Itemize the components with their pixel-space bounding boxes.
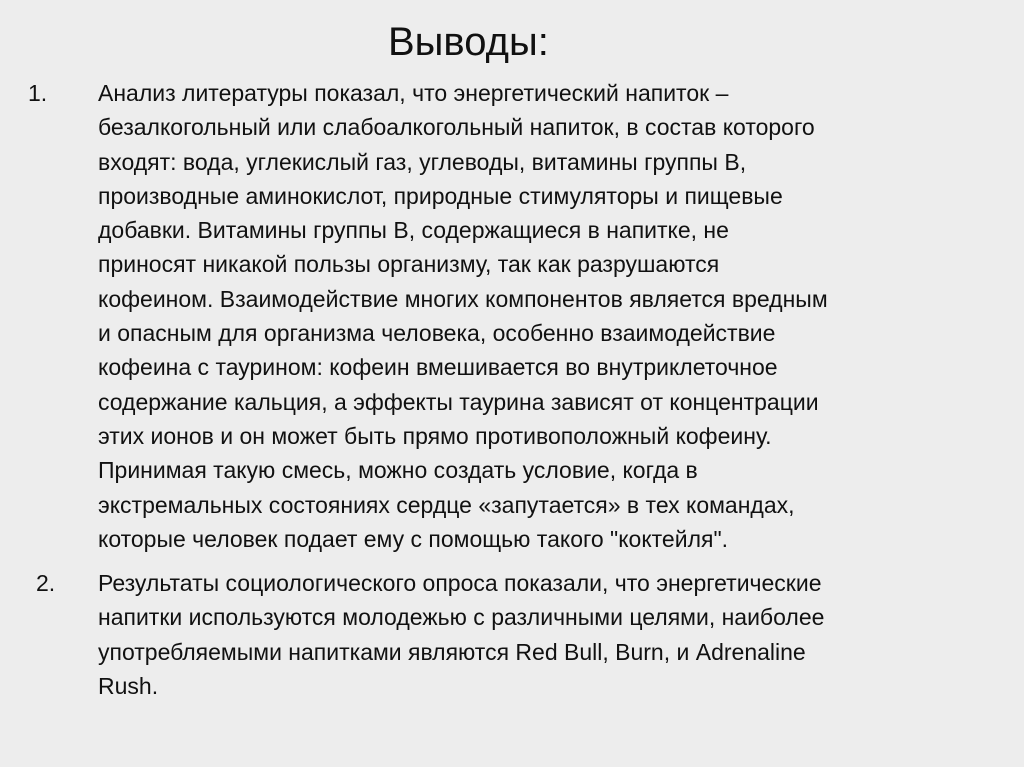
slide-title: Выводы:: [388, 20, 549, 64]
list-item-text: Анализ литературы показал, что энергетический напиток – безалкогольный или слабоалкогольный напиток, в состав которого входят: вода, углекислый газ, углеводы, витамины группы В, производные аминокислот, природные стимуляторы и пищевые добавки. Витамины группы В, содержащиеся в напитке, не приносят никакой пользы организму, так как разрушаются кофеином. Взаимодействие многих компонентов является вредным и опасным для организма человека, особенно взаимодействие кофеина с таурином: кофеин вмешивается во внутриклеточное содержание кальция, а эффекты таурина зависят от концентрации этих ионов и он может быть прямо противоположный кофеину. Принимая такую смесь, можно создать условие, когда в экстремальных состояниях сердце «запутается» в тех командах, которые человек подает ему с помощью такого "коктейля".: [98, 80, 828, 552]
list-item-number: 2.: [36, 570, 56, 596]
list-item-number: 1.: [28, 80, 48, 106]
list-item-text: Результаты социологического опроса показали, что энергетические напитки используются молодежью с различными целями, наиболее употребляемыми напитками являются Red Bull, Burn, и Adrenaline Rush.: [98, 570, 825, 699]
